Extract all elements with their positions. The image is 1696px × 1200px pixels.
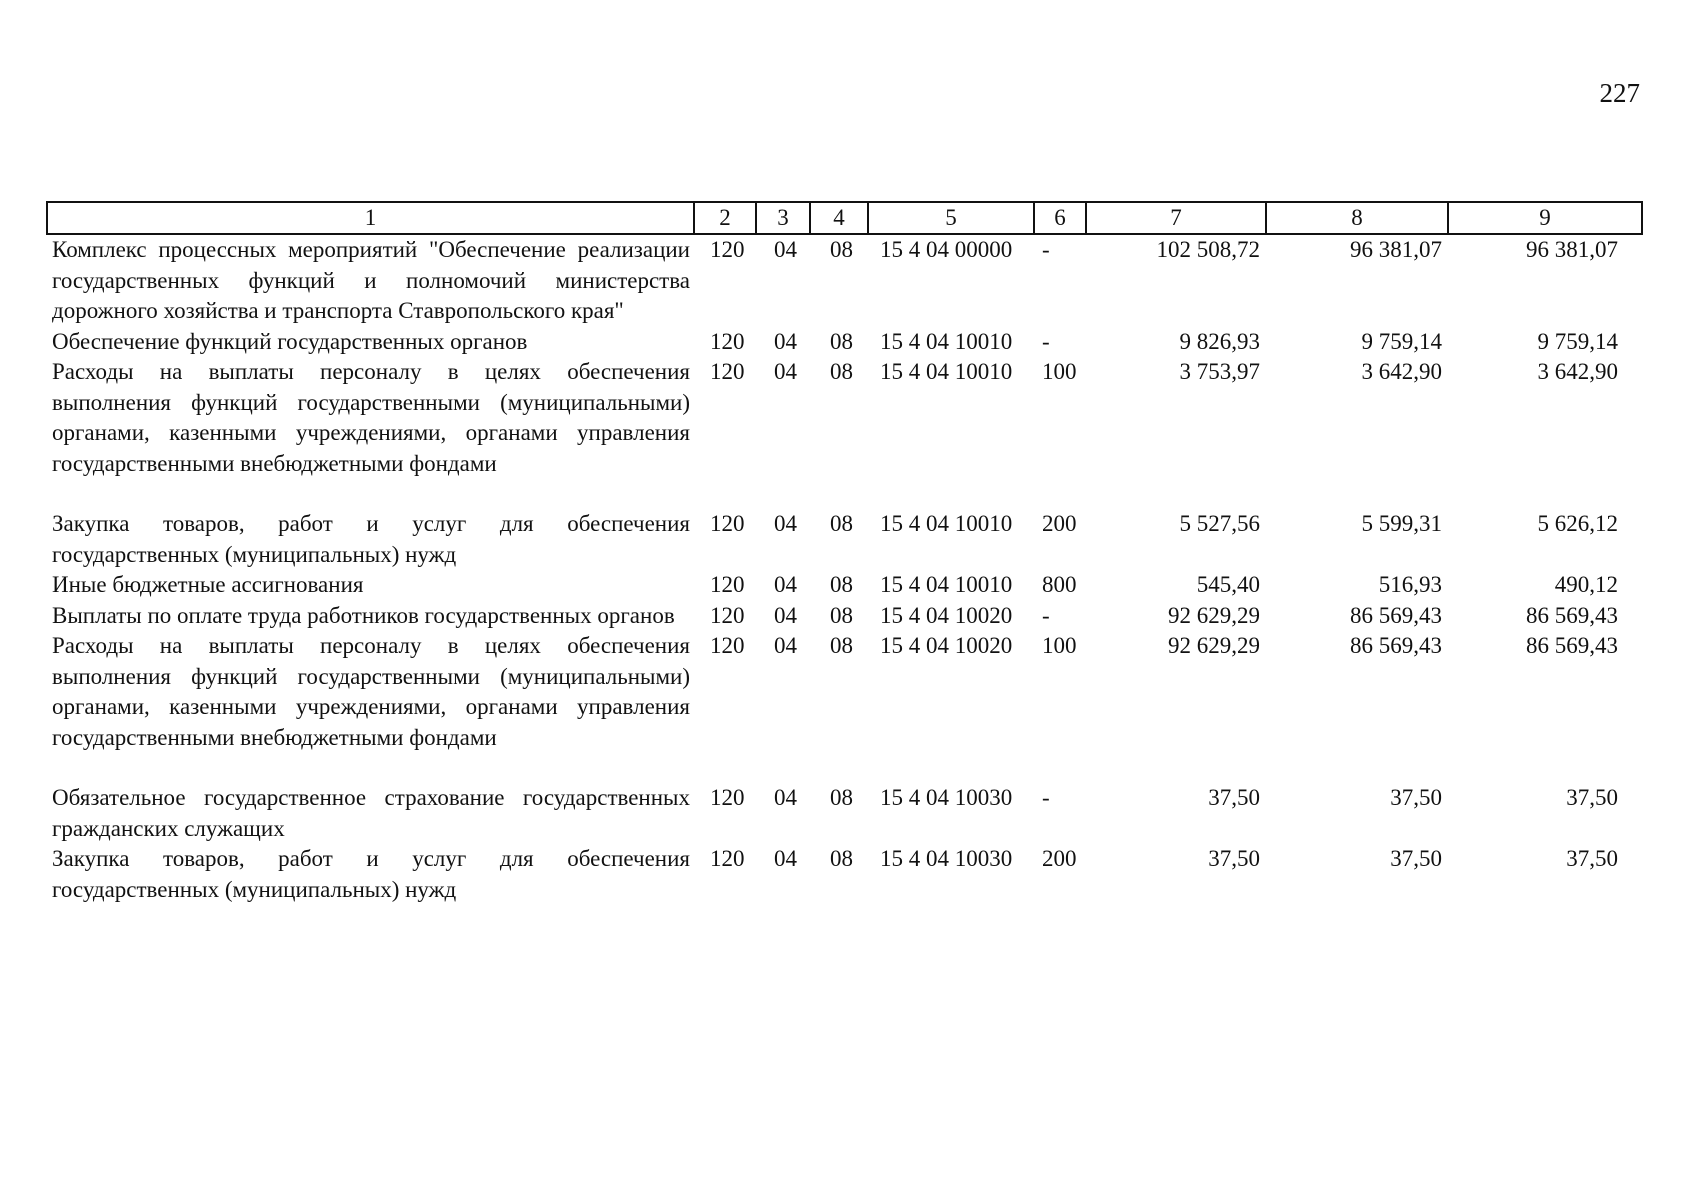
column-header: 6: [1034, 202, 1086, 234]
cell-col8: 9 759,14: [1361, 328, 1442, 354]
page-number: 227: [1599, 78, 1640, 108]
cell-col3: 04: [774, 328, 797, 354]
cell-col9: 5 626,12: [1537, 511, 1618, 536]
cell-col2: 120: [710, 785, 745, 810]
cell-col9: 3 642,90: [1537, 359, 1618, 384]
spacer-cell: [47, 753, 1642, 783]
cell-col9: 37,50: [1566, 785, 1618, 810]
cell-col9: 9 759,14: [1537, 328, 1618, 354]
budget-table-container: [46, 201, 1641, 905]
cell-col8: 37,50: [1390, 785, 1442, 810]
cell-col8: 86 569,43: [1350, 602, 1442, 628]
row-name: Выплаты по оплате труда работников государственных органов: [52, 602, 675, 628]
row-name: Обеспечение функций государственных органов: [52, 328, 528, 354]
cell-col5: 15 4 04 10030: [880, 846, 1013, 871]
cell-col2: 120: [710, 511, 745, 536]
cell-col7: 37,50: [1208, 846, 1260, 871]
cell-col7: 5 527,56: [1179, 511, 1260, 536]
cell-col3: 04: [774, 785, 797, 810]
cell-col7: 9 826,93: [1179, 328, 1260, 354]
cell-col4: 08: [830, 785, 853, 810]
column-header: 8: [1266, 202, 1448, 234]
cell-col9: 86 569,43: [1526, 602, 1618, 628]
cell-col6: -: [1042, 785, 1050, 810]
cell-col8: 37,50: [1390, 846, 1442, 871]
column-header: 3: [756, 202, 810, 234]
cell-col6: -: [1042, 237, 1050, 262]
cell-col8: 5 599,31: [1361, 511, 1442, 536]
cell-col5: 15 4 04 10020: [880, 602, 1013, 628]
cell-col3: 04: [774, 846, 797, 871]
cell-col3: 04: [774, 572, 797, 597]
table-row: [47, 783, 1642, 844]
cell-col2: 120: [710, 633, 745, 658]
cell-col6: 100: [1042, 633, 1077, 658]
cell-col9: 37,50: [1566, 846, 1618, 871]
table-row: [47, 631, 1642, 753]
row-name: Обязательное государственное страхование государственных гражданских служащих: [52, 785, 690, 841]
table-row: [47, 844, 1642, 905]
cell-col2: 120: [710, 572, 745, 597]
cell-col5: 15 4 04 10030: [880, 785, 1013, 810]
cell-col4: 08: [830, 511, 853, 536]
cell-col6: 200: [1042, 511, 1077, 536]
row-name: Комплекс процессных мероприятий "Обеспечение реализации государственных функций и полномочий министерства дорожного хозяйства и транспорта Ставропольского края": [52, 237, 690, 323]
table-row: [47, 601, 1642, 632]
column-header: 2: [694, 202, 756, 234]
row-name: Расходы на выплаты персоналу в целях обеспечения выполнения функций государственными (муниципальными) органами, казенными учреждениями, органами управления государственными внебюджетными фондами: [52, 359, 690, 476]
cell-col7: 3 753,97: [1179, 359, 1260, 384]
cell-col5: 15 4 04 10010: [880, 359, 1013, 384]
cell-col2: 120: [710, 237, 745, 262]
cell-col9: 86 569,43: [1526, 633, 1618, 658]
table-row: [47, 327, 1642, 358]
cell-col2: 120: [710, 328, 745, 354]
cell-col6: -: [1042, 602, 1050, 628]
cell-col7: 545,40: [1196, 572, 1260, 597]
cell-col5: 15 4 04 10010: [880, 572, 1013, 597]
cell-col4: 08: [830, 572, 853, 597]
table-header-row: [47, 202, 1642, 234]
cell-col4: 08: [830, 328, 853, 354]
column-header: 4: [810, 202, 868, 234]
cell-col4: 08: [830, 846, 853, 871]
table-row: [47, 357, 1642, 479]
cell-col6: 100: [1042, 359, 1077, 384]
spacer-cell: [47, 479, 1642, 509]
column-header: 9: [1448, 202, 1642, 234]
cell-col5: 15 4 04 00000: [880, 237, 1013, 262]
row-name: Иные бюджетные ассигнования: [52, 572, 364, 597]
cell-col3: 04: [774, 633, 797, 658]
table-row: [47, 234, 1642, 327]
cell-col4: 08: [830, 359, 853, 384]
cell-col4: 08: [830, 633, 853, 658]
cell-col8: 516,93: [1378, 572, 1442, 597]
cell-col8: 96 381,07: [1350, 237, 1442, 262]
cell-col3: 04: [774, 602, 797, 628]
column-header: 5: [868, 202, 1034, 234]
cell-col5: 15 4 04 10020: [880, 633, 1013, 658]
cell-col7: 92 629,29: [1168, 633, 1260, 658]
row-name: Закупка товаров, работ и услуг для обеспечения государственных (муниципальных) нужд: [52, 846, 690, 902]
row-name: Расходы на выплаты персоналу в целях обеспечения выполнения функций государственными (муниципальными) органами, казенными учреждениями, органами управления государственными внебюджетными фондами: [52, 633, 690, 750]
cell-col4: 08: [830, 237, 853, 262]
table-row: [47, 509, 1642, 570]
cell-col7: 92 629,29: [1168, 602, 1260, 628]
row-spacer: [47, 753, 1642, 783]
cell-col5: 15 4 04 10010: [880, 511, 1013, 536]
cell-col9: 490,12: [1554, 572, 1618, 597]
cell-col7: 37,50: [1208, 785, 1260, 810]
cell-col3: 04: [774, 359, 797, 384]
cell-col2: 120: [710, 602, 745, 628]
row-spacer: [47, 479, 1642, 509]
table-row: [47, 570, 1642, 601]
cell-col4: 08: [830, 602, 853, 628]
column-header: 7: [1086, 202, 1266, 234]
cell-col2: 120: [710, 359, 745, 384]
cell-col8: 3 642,90: [1361, 359, 1442, 384]
cell-col3: 04: [774, 511, 797, 536]
column-header: 1: [47, 202, 694, 234]
cell-col3: 04: [774, 237, 797, 262]
row-name: Закупка товаров, работ и услуг для обеспечения государственных (муниципальных) нужд: [52, 511, 690, 567]
budget-table: [46, 201, 1643, 905]
cell-col2: 120: [710, 846, 745, 871]
cell-col7: 102 508,72: [1156, 237, 1260, 262]
cell-col6: 200: [1042, 846, 1077, 871]
cell-col6: 800: [1042, 572, 1077, 597]
cell-col8: 86 569,43: [1350, 633, 1442, 658]
cell-col9: 96 381,07: [1526, 237, 1618, 262]
cell-col5: 15 4 04 10010: [880, 328, 1013, 354]
cell-col6: -: [1042, 328, 1050, 354]
